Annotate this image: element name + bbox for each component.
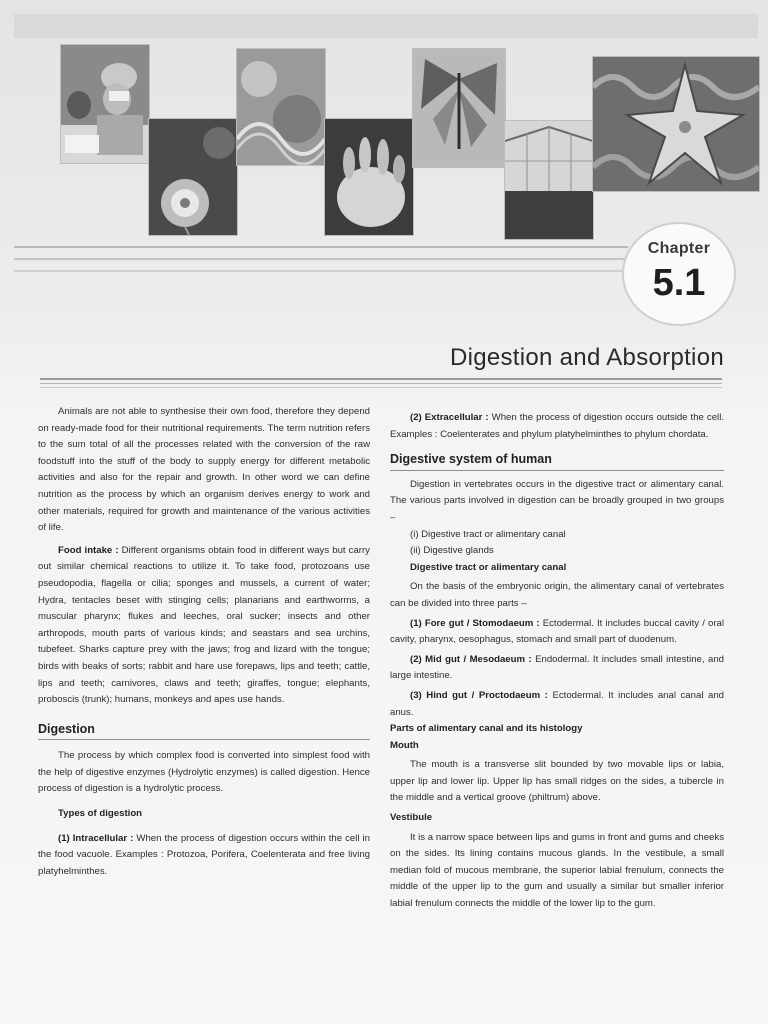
greenhouse-photo xyxy=(504,120,594,240)
title-rule xyxy=(40,387,722,388)
group-item: (i) Digestive tract or alimentary canal xyxy=(410,528,566,540)
extracellular-paragraph xyxy=(390,410,724,443)
dandelion-photo xyxy=(148,118,238,236)
chapter-title: Digestion and Absorption xyxy=(449,344,724,371)
digestion-heading: Digestion xyxy=(38,721,95,736)
mid-gut-paragraph xyxy=(390,652,724,685)
intro-paragraph: Animals are not able to synthesise their own food, therefore they depend on ready-made food for their nutritional requirements. The term nutrition refers to the sum total of all the processes related with the conversion of the raw foodstuff into the stuff of the body to supply energy for different metabolic activities and also for the repair and growth. In other word we can define nutrition as the process by which an organism derives energy to work and other materials, required for growth and maintenance of the various activities of life. xyxy=(38,406,370,534)
tract-heading: Digestive tract or alimentary canal xyxy=(410,561,567,573)
food-intake-label: Food intake : xyxy=(58,544,119,556)
title-rule xyxy=(40,383,722,384)
digestive-system-heading: Digestive system of human xyxy=(390,452,552,467)
group-item: (ii) Digestive glands xyxy=(410,545,494,557)
mouth-paragraph: The mouth is a transverse slit bounded by two movable lips or labia, upper lip and lower lip. Upper lip has small ridges on the sides, a tubercle in the middle and a vertical groove (philtrum) above. xyxy=(390,759,724,804)
digestion-paragraph: The process by which complex food is converted into simplest food with the help of digestive enzymes (Hydrolytic enzymes) is called digestion. Hence process of digestion is a hydrolytic process. xyxy=(38,750,370,795)
hind-gut-label: (3) Hind gut / Proctodaeum : xyxy=(410,689,548,701)
fore-gut-label: (1) Fore gut / Stomodaeum : xyxy=(410,617,540,629)
hind-gut-paragraph xyxy=(390,688,724,721)
dna-cells-photo xyxy=(236,48,326,166)
vestibule-paragraph: It is a narrow space between lips and gums in front and gums and cheeks on the sides. Its lining contains mucous glands. In the vestibule, a small median fold of mucous membrane, the superior labial frenulum, connects the middle of the upper lip to the gum and usually a similar but smaller inferior labial frenulum connects the middle of the lower lip to the gum. xyxy=(390,831,724,910)
mouth-heading: Mouth xyxy=(390,739,419,751)
left-column xyxy=(38,404,370,880)
extracellular-text: When the process of digestion occurs outside the cell. Examples : Coelenterates and phylum platyhelminthes to phylum chordata. xyxy=(390,412,724,440)
chapter-label: Chapter xyxy=(647,240,711,257)
sea-anemone-photo xyxy=(324,118,414,236)
vestibule-heading: Vestibule xyxy=(390,812,433,824)
banner-stripe xyxy=(14,246,628,248)
mid-gut-label: (2) Mid gut / Mesodaeum : xyxy=(410,653,532,665)
heading-rule xyxy=(390,470,724,471)
food-intake-paragraph xyxy=(38,543,370,709)
types-heading: Types of digestion xyxy=(58,808,143,820)
digestive-system-paragraph: Digestion in vertebrates occurs in the digestive tract or alimentary canal. The various parts involved in digestion can be broadly grouped in two groups – xyxy=(390,478,724,523)
parts-heading: Parts of alimentary canal and its histology xyxy=(390,723,583,735)
right-column xyxy=(390,410,724,913)
digestion-section xyxy=(38,721,370,741)
digestive-system-section xyxy=(390,451,724,471)
banner-stripe xyxy=(14,258,634,260)
fore-gut-text: Ectodermal. It includes buccal cavity / oral cavity, pharynx, oesophagus, stomach and small part of duodenum. xyxy=(390,617,724,646)
banner-stripe xyxy=(14,270,636,272)
fore-gut-paragraph xyxy=(390,616,724,649)
hind-gut-text: Ectodermal. It includes anal canal and anus. xyxy=(390,689,725,718)
surgeon-photo xyxy=(60,44,150,164)
extracellular-label: (2) Extracellular : xyxy=(410,412,489,423)
title-rule xyxy=(40,378,722,380)
tract-paragraph: On the basis of the embryonic origin, the alimentary canal of vertebrates can be divided into three parts – xyxy=(390,581,724,609)
heading-rule xyxy=(38,739,370,740)
starfish-photo xyxy=(592,56,760,192)
butterfly-photo xyxy=(412,48,506,168)
food-intake-text: Different organisms obtain food in different ways but carry out similar chemical reactions to utilize it. To take food, protozoans use pseudopodia, flagella or cilia; sponges and mussels, a current of water; Hydra, tentacles beset with stinging cells; planarians and earthworms, a muscular pharynx; flukes and leeches, oral sucker; insects and other arthropods, mouth parts of various kinds; and seastars and sea urchins, tubefeet. Sharks capture prey with the jaws; frog and lizard with the tongue; birds with beaks of sorts; rabbit and hare use forepaws, lips and teeth; cattle, lips and teeth; carnivores, claws and teeth; giraffes, tongue; elephants, proboscis (trunk); humans, monkeys and apes use hands. xyxy=(38,544,370,706)
intracellular-paragraph xyxy=(38,831,370,881)
mid-gut-text: Endodermal. It includes small intestine, and large intestine. xyxy=(390,653,724,682)
chapter-number: 5.1 xyxy=(652,262,706,304)
intracellular-text: When the process of digestion occurs within the cell in the food vacuole. Examples : Protozoa, Porifera, Coelenterata and free living platyhelminthes. xyxy=(38,832,370,877)
banner-band xyxy=(14,14,758,38)
intracellular-label: (1) Intracellular : xyxy=(58,832,134,844)
chapter-badge xyxy=(622,222,736,326)
